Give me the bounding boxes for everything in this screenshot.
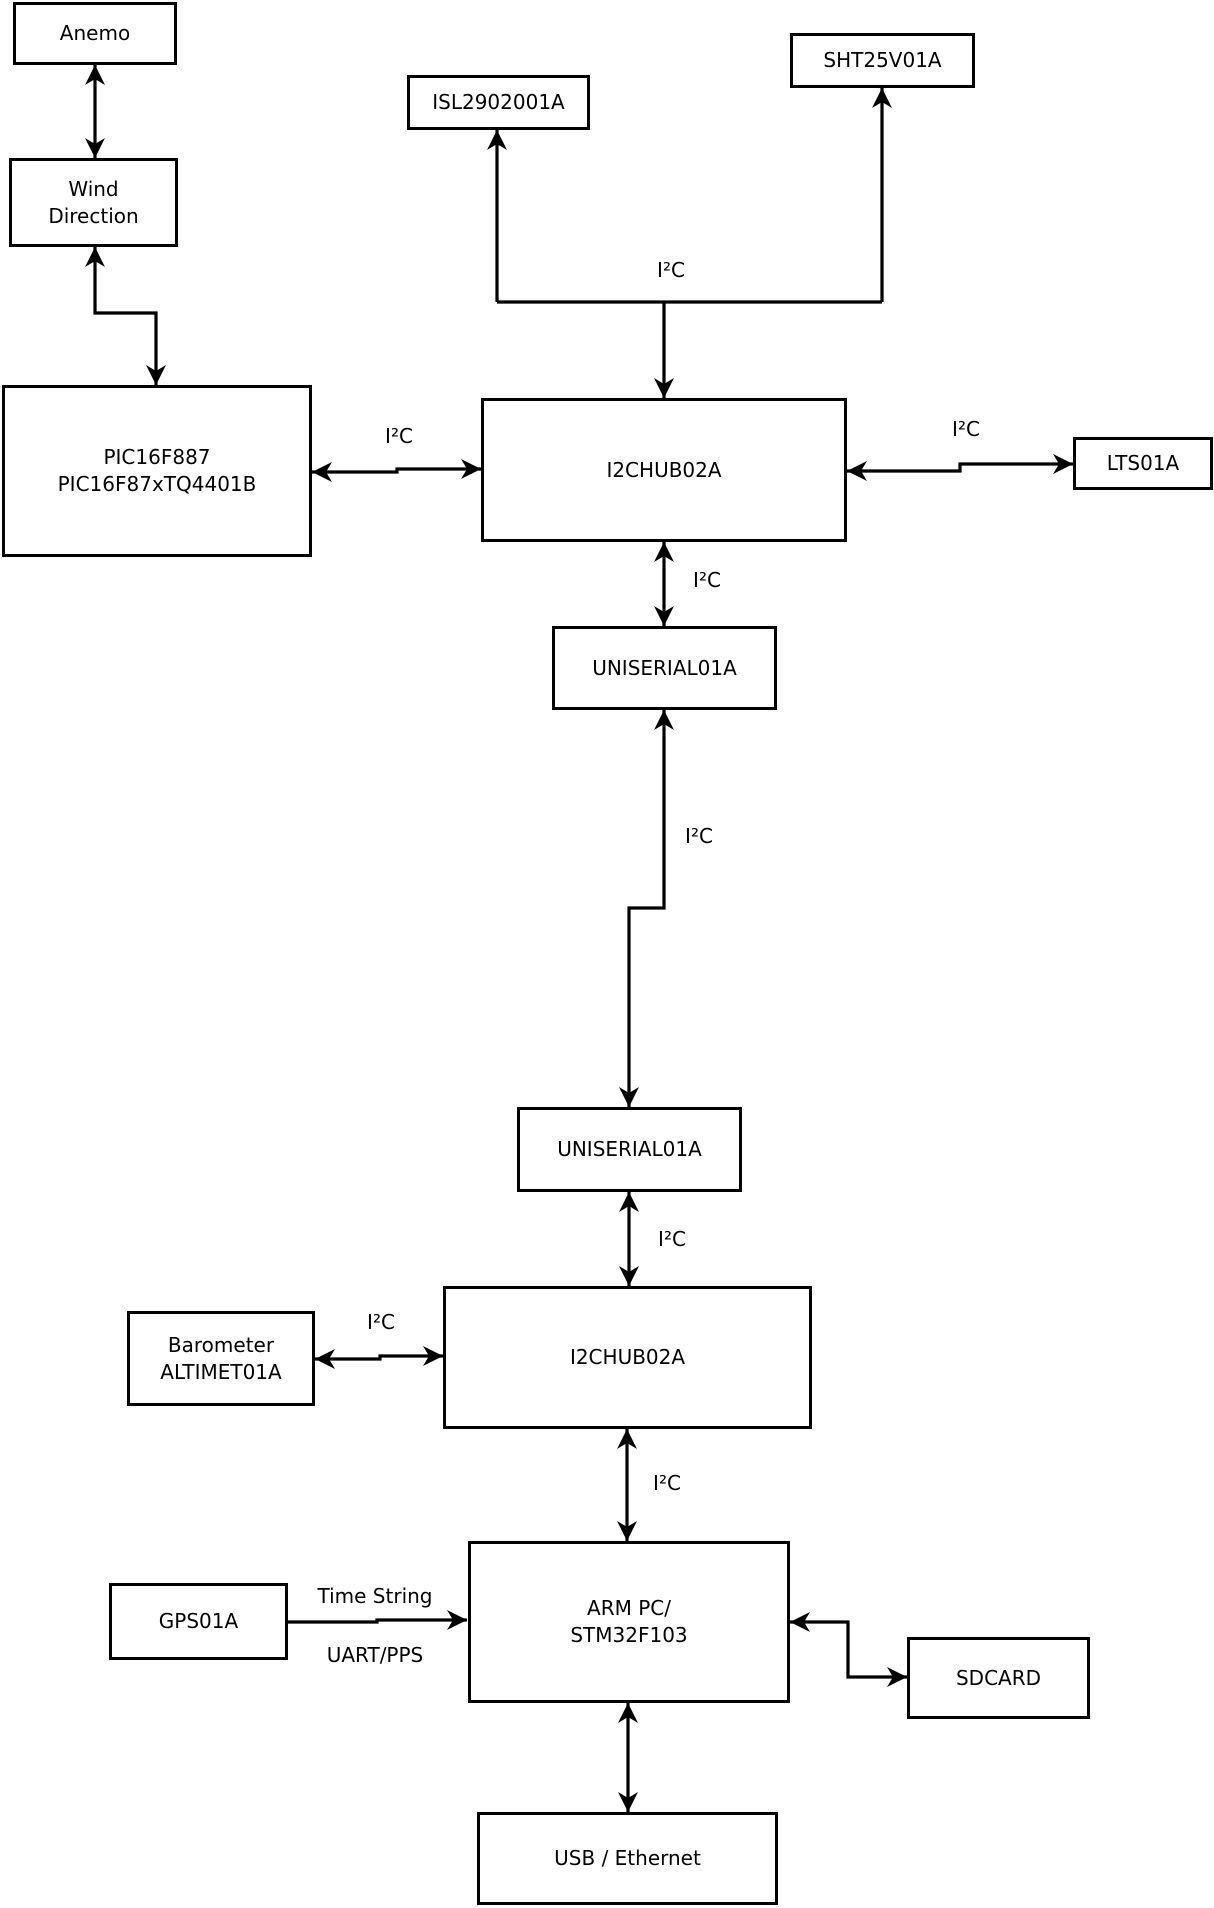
node-label-line2: PIC16F87xTQ4401B bbox=[57, 472, 257, 496]
node-label: I2CHUB02A bbox=[569, 1345, 686, 1370]
node-label-line2: STM32F103 bbox=[570, 1623, 688, 1647]
edge-hub1-lts bbox=[847, 464, 1073, 471]
node-uniserial01a-bottom bbox=[517, 1107, 742, 1192]
node-label: SHT25V01A bbox=[823, 48, 942, 73]
edge-uni1-uni2 bbox=[629, 710, 664, 1107]
edge-label-time-string: Time String bbox=[317, 1584, 433, 1608]
edge-arm-sdcard bbox=[790, 1622, 907, 1677]
node-label-line1: Wind bbox=[68, 176, 119, 201]
node-label: USB / Ethernet bbox=[554, 1846, 701, 1871]
node-lts01a bbox=[1073, 437, 1213, 490]
node-wind-direction bbox=[9, 158, 178, 247]
node-usb-ethernet bbox=[477, 1812, 778, 1905]
node-uniserial01a-top bbox=[552, 626, 777, 710]
edge-label-i2c-baro-hub2: I²C bbox=[367, 1310, 395, 1334]
edge-pic-hub1 bbox=[312, 469, 481, 472]
edge-label-i2c-hub1-uniserial: I²C bbox=[693, 568, 721, 592]
edge-label-i2c-pic-hub1: I²C bbox=[385, 424, 413, 448]
edge-label-i2c-uniserial-link: I²C bbox=[685, 824, 713, 848]
node-label: UNISERIAL01A bbox=[557, 1137, 702, 1162]
node-label-line1: ARM PC/ bbox=[587, 1596, 671, 1621]
node-label: Anemo bbox=[59, 21, 131, 46]
node-label-line2: Direction bbox=[48, 203, 139, 228]
node-i2chub02a-top bbox=[481, 398, 847, 542]
edge-label-i2c-hub2-arm: I²C bbox=[653, 1471, 681, 1495]
node-label-line2: ALTIMET01A bbox=[160, 1359, 282, 1384]
node-anemometer bbox=[13, 2, 177, 65]
node-label: GPS01A bbox=[158, 1609, 239, 1634]
node-sdcard bbox=[907, 1637, 1090, 1719]
node-pic16f887 bbox=[2, 385, 312, 557]
node-label-line1: PIC16F887 bbox=[103, 445, 211, 470]
edge-label-i2c-uniserial-hub2: I²C bbox=[658, 1227, 686, 1251]
node-i2chub02a-bottom bbox=[443, 1286, 812, 1429]
node-label: I2CHUB02A bbox=[606, 457, 722, 482]
edge-label-i2c-hub1-lts: I²C bbox=[952, 417, 980, 441]
node-barometer-altimet01a bbox=[127, 1311, 315, 1406]
node-sht25v01a bbox=[790, 33, 975, 88]
edge-baro-hub2 bbox=[315, 1356, 443, 1359]
node-arm-pc-stm32f103 bbox=[468, 1541, 790, 1703]
edge-wind-pic bbox=[95, 247, 156, 385]
node-label: ISL2902001A bbox=[432, 90, 565, 115]
node-label: LTS01A bbox=[1106, 451, 1180, 476]
node-gps01a bbox=[109, 1583, 288, 1660]
node-label: SDCARD bbox=[955, 1665, 1042, 1690]
edge-label-uart-pps: UART/PPS bbox=[326, 1643, 424, 1667]
node-label: UNISERIAL01A bbox=[592, 655, 737, 680]
edge-gps-arm bbox=[288, 1620, 467, 1622]
node-label-line1: Barometer bbox=[167, 1332, 275, 1357]
node-isl2902001a bbox=[407, 75, 590, 130]
edge-label-i2c-sensors-bus: I²C bbox=[657, 258, 685, 282]
